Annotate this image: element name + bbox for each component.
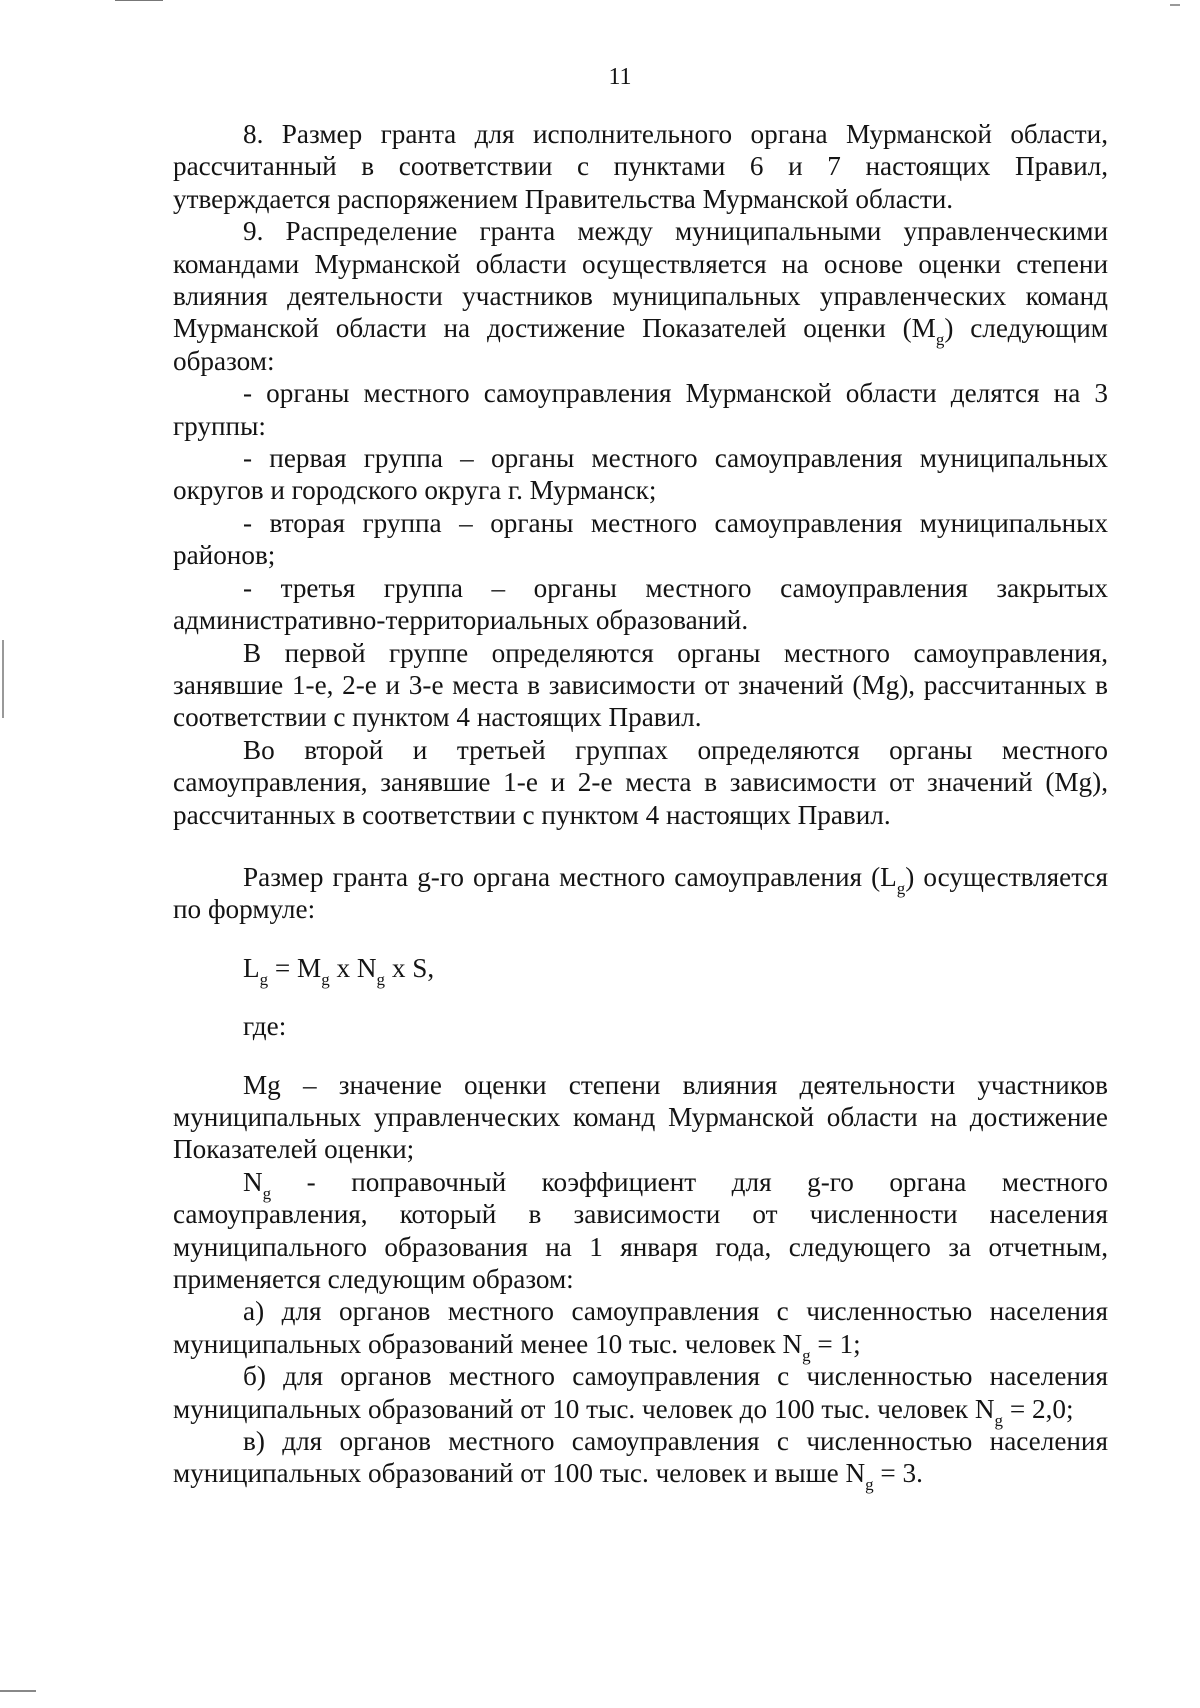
- paragraph-9-subscript: g: [935, 330, 945, 350]
- scan-edge-mark-left: [2, 640, 4, 718]
- formula-sub-n: g: [376, 969, 386, 989]
- option-a-text: а) для органов местного самоуправления с численностью населения муниципальных образований менее 10 тыс. человек N: [173, 1296, 1108, 1359]
- definition-ng: [173, 1166, 1108, 1296]
- paragraph-9-text: 9. Распределение гранта между муниципальными управленческими командами Мурманской области осуществляется на основе оценки степени влияния деятельности участников муниципальных управленческих команд Мурманской области на достижение Показателей оценки (M: [173, 216, 1108, 344]
- option-b: [173, 1360, 1108, 1430]
- scan-edge-mark-right: [1170, 4, 1180, 6]
- group-3: - третья группа – органы местного самоуправления закрытых административно-территориальных образований.: [173, 572, 1108, 636]
- grant-size-paragraph: [173, 861, 1108, 926]
- where-label: где:: [243, 1011, 287, 1042]
- scan-edge-mark-bottom: [0, 1690, 36, 1692]
- second-third-group-rule: Во второй и третьей группах определяются органы местного самоуправления, занявшие 1-е и 2-е места в зависимости от значений (Mg), рассчитанных в соответствии с пунктом 4 настоящих Правил.: [173, 734, 1108, 830]
- spacer: [173, 831, 1108, 861]
- formula-sub-l: g: [259, 969, 269, 989]
- spacer: [173, 1043, 1108, 1069]
- option-b-subscript: g: [994, 1410, 1004, 1430]
- paragraph-9: [173, 215, 1108, 377]
- group-1: - первая группа – органы местного самоуправления муниципальных округов и городского округа г. Мурманск;: [173, 443, 1108, 506]
- ng-text: - поправочный коэффициент для g-го органа местного самоуправления, который в зависимости от численности населения муниципального образования на 1 января года, следующего за отчетным, применяется следующим образом:: [173, 1166, 1108, 1294]
- option-a-subscript: g: [802, 1345, 811, 1365]
- paragraph-9-text-end: ) следующим образом:: [173, 313, 1108, 376]
- document-body: [173, 118, 1108, 1495]
- paragraph-8: 8. Размер гранта для исполнительного органа Мурманской области, рассчитанный в соответствии с пунктами 6 и 7 настоящих Правил, утверждается распоряжением Правительства Мурманской области.: [173, 119, 1108, 214]
- option-c-value: = 3.: [873, 1458, 923, 1489]
- ng-subscript: g: [262, 1183, 272, 1203]
- option-b-text: б) для органов местного самоуправления с численностью населения муниципальных образований от 10 тыс. человек до 100 тыс. человек N: [173, 1361, 1108, 1424]
- first-group-rule: В первой группе определяются органы местного самоуправления, занявшие 1-е, 2-е и 3-е места в зависимости от значений (Mg), рассчитанных в соответствии с пунктом 4 настоящих Правил.: [173, 637, 1108, 733]
- groups-intro: - органы местного самоуправления Мурманской области делятся на 3 группы:: [173, 378, 1108, 441]
- group-2: - вторая группа – органы местного самоуправления муниципальных районов;: [173, 507, 1108, 571]
- option-b-value: = 2,0;: [1003, 1393, 1074, 1424]
- option-c-text: в) для органов местного самоуправления с численностью населения муниципальных образований от 100 тыс. человек и выше N: [173, 1426, 1108, 1489]
- option-a: [173, 1295, 1108, 1365]
- formula-l: L: [243, 952, 260, 983]
- option-c-subscript: g: [865, 1475, 874, 1495]
- grant-size-text: Размер гранта g-го органа местного самоуправления (L: [243, 861, 897, 892]
- formula-m: = M: [268, 952, 322, 983]
- ng-symbol: N: [243, 1166, 263, 1197]
- definition-mg: Mg – значение оценки степени влияния деятельности участников муниципальных управленческих команд Мурманской области на достижение Показателей оценки;: [173, 1069, 1108, 1165]
- option-c: [173, 1425, 1108, 1495]
- formula-sub-m: g: [321, 969, 330, 989]
- grant-formula: [173, 952, 1108, 989]
- spacer: [173, 926, 1108, 952]
- formula-n: x N: [329, 952, 377, 983]
- option-a-value: = 1;: [810, 1328, 861, 1359]
- formula-s: x S,: [385, 952, 435, 983]
- grant-size-subscript: g: [896, 878, 906, 898]
- page-number: 11: [608, 64, 632, 90]
- scan-edge-mark-top: [115, 0, 163, 1]
- spacer: [173, 984, 1108, 1010]
- grant-size-text-end: ) осуществляется по формуле:: [173, 861, 1108, 925]
